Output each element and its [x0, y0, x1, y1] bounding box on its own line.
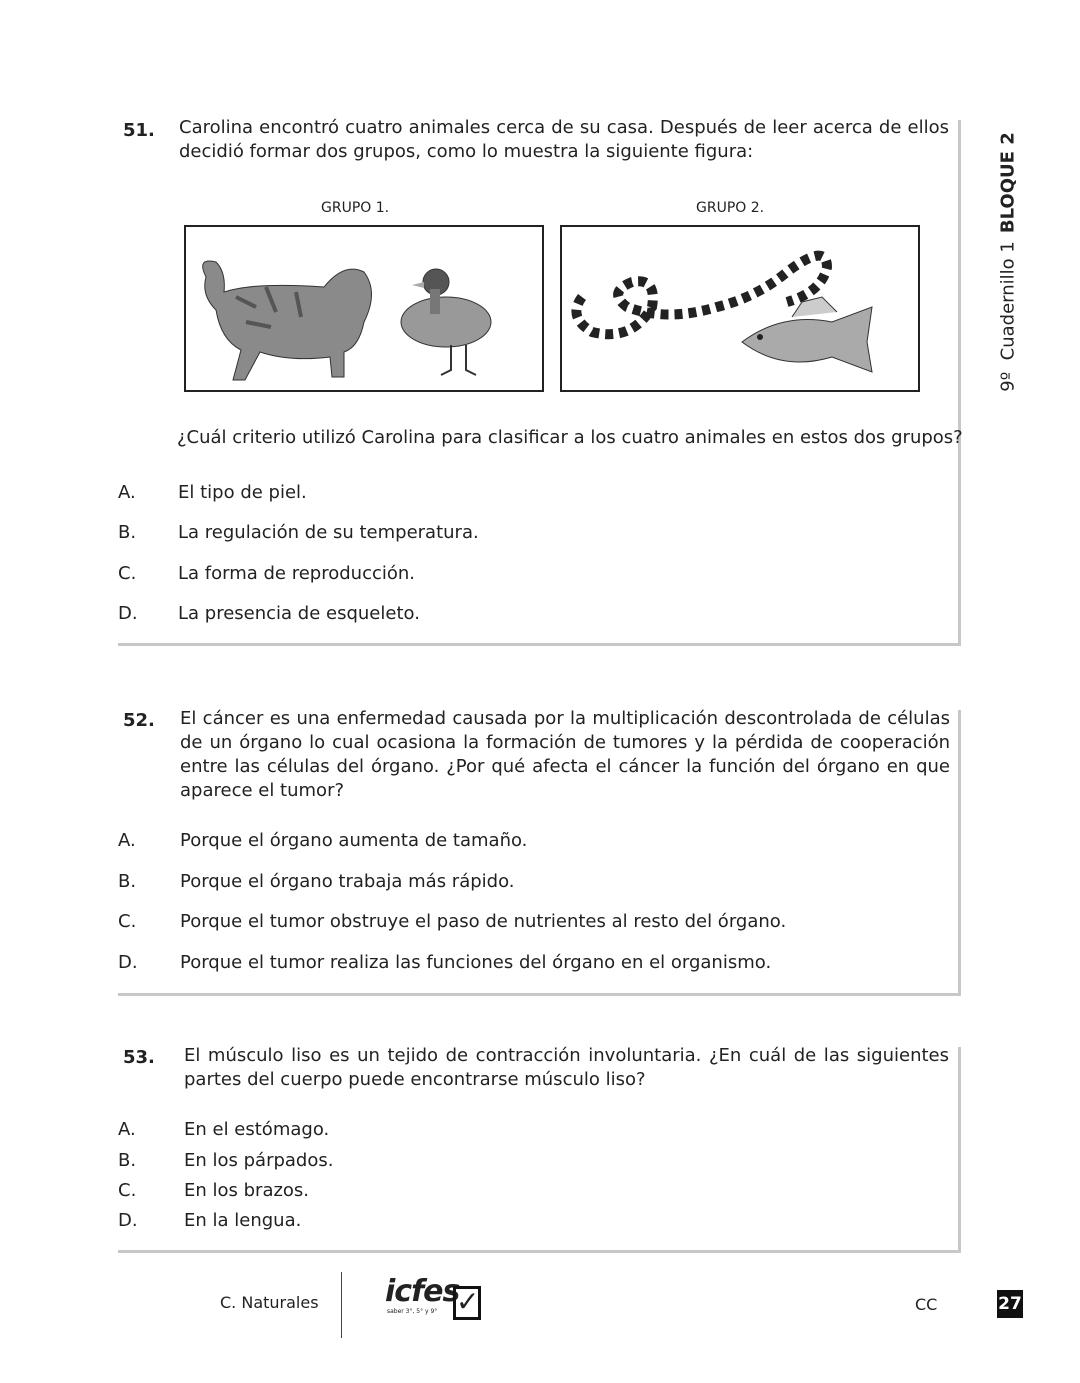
question-53 [118, 1047, 961, 1253]
group-2-image [560, 225, 920, 392]
icfes-logo [385, 1274, 495, 1320]
option-text: En los brazos. [184, 1180, 310, 1201]
option-text: Porque el órgano trabaja más rápido. [180, 871, 515, 892]
option-text: El tipo de piel. [178, 482, 307, 503]
option-letter: A. [118, 482, 136, 503]
code-label: CC [915, 1295, 938, 1314]
option-text: En la lengua. [184, 1210, 302, 1231]
question-52 [118, 710, 961, 996]
option-letter: A. [118, 1119, 136, 1140]
snake-fish-illustration [562, 227, 918, 390]
option-letter: A. [118, 830, 136, 851]
option-text: En los párpados. [184, 1150, 334, 1171]
logo-subtitle: saber 3°, 5° y 9° [387, 1308, 438, 1315]
option-text: En el estómago. [184, 1119, 330, 1140]
option-text: La presencia de esqueleto. [178, 603, 420, 624]
question-stem: Carolina encontró cuatro animales cerca de su casa. Después de leer acerca de ellos decidió formar dos grupos, como lo muestra la siguiente figura: [179, 117, 949, 162]
grade-label: 9º [997, 371, 1019, 392]
group-1-label: GRUPO 1. [321, 200, 390, 216]
block-label: BLOQUE 2 [997, 132, 1019, 234]
option-letter: D. [118, 1210, 138, 1231]
option-text: Porque el órgano aumenta de tamaño. [180, 830, 528, 851]
group-2-label: GRUPO 2. [696, 200, 765, 216]
question-stem: El músculo liso es un tejido de contracción involuntaria. ¿En cuál de las siguientes partes del cuerpo puede encontrarse músculo liso? [184, 1045, 949, 1090]
question-number: 53. [123, 1047, 155, 1068]
option-letter: C. [118, 1180, 137, 1201]
option-letter: D. [118, 952, 138, 973]
question-51 [118, 117, 963, 646]
option-text: Porque el tumor realiza las funciones del órgano en el organismo. [180, 952, 772, 973]
booklet-label: Cuadernillo 1 [997, 241, 1019, 361]
subject-label: C. Naturales [220, 1293, 319, 1312]
option-letter: C. [118, 563, 137, 584]
group-1-image [184, 225, 544, 392]
option-text: La regulación de su temperatura. [178, 522, 479, 543]
option-text: Porque el tumor obstruye el paso de nutrientes al resto del órgano. [180, 911, 787, 932]
checkmark-icon: ✓ [453, 1286, 481, 1320]
question-prompt: ¿Cuál criterio utilizó Carolina para clasificar a los cuatro animales en estos dos grupos? [177, 427, 963, 448]
option-letter: D. [118, 603, 138, 624]
question-number: 51. [123, 120, 155, 141]
logo-text: icfes [385, 1274, 460, 1309]
cat-duck-illustration [186, 227, 542, 390]
option-letter: C. [118, 911, 137, 932]
footer-divider [341, 1272, 342, 1338]
option-letter: B. [118, 1150, 137, 1171]
option-letter: B. [118, 522, 137, 543]
option-text: La forma de reproducción. [178, 563, 416, 584]
booklet-header [998, 132, 1019, 391]
question-number: 52. [123, 710, 155, 731]
page-number: 27 [997, 1290, 1023, 1318]
question-stem: El cáncer es una enfermedad causada por la multiplicación descontrolada de células de un órgano lo cual ocasiona la formación de tumores y la pérdida de cooperación entre las células del órgano. ¿Por qué afecta el cáncer la función del órgano en que aparece el tumor? [180, 708, 950, 801]
option-letter: B. [118, 871, 137, 892]
